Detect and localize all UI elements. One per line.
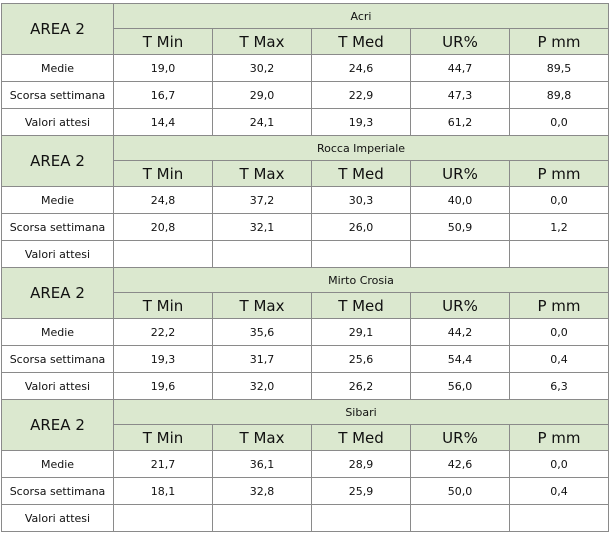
column-header: P mm bbox=[510, 425, 609, 451]
column-header: T Min bbox=[114, 293, 213, 319]
section-header-row bbox=[2, 268, 609, 293]
column-header: UR% bbox=[411, 29, 510, 55]
table-cell: 32,0 bbox=[213, 373, 312, 400]
table-cell: 24,6 bbox=[312, 55, 411, 82]
table-cell: 35,6 bbox=[213, 319, 312, 346]
table-row bbox=[2, 478, 609, 505]
table-cell: 61,2 bbox=[411, 109, 510, 136]
location-title: Sibari bbox=[114, 400, 609, 425]
column-header: P mm bbox=[510, 161, 609, 187]
table-cell: 18,1 bbox=[114, 478, 213, 505]
table-cell: 50,0 bbox=[411, 478, 510, 505]
column-header: UR% bbox=[411, 293, 510, 319]
column-header: T Max bbox=[213, 29, 312, 55]
table-cell: 0,0 bbox=[510, 319, 609, 346]
table-cell: 30,2 bbox=[213, 55, 312, 82]
table-cell: 24,8 bbox=[114, 187, 213, 214]
table-cell: 0,4 bbox=[510, 346, 609, 373]
column-header: T Med bbox=[312, 293, 411, 319]
table-cell bbox=[213, 241, 312, 268]
table-row bbox=[2, 55, 609, 82]
location-title: Rocca Imperiale bbox=[114, 136, 609, 161]
area-label: AREA 2 bbox=[2, 4, 114, 55]
table-cell: 28,9 bbox=[312, 451, 411, 478]
table-cell: 30,3 bbox=[312, 187, 411, 214]
table-cell: 16,7 bbox=[114, 82, 213, 109]
table-cell bbox=[213, 505, 312, 532]
table-cell bbox=[510, 241, 609, 268]
table-row bbox=[2, 82, 609, 109]
row-label: Medie bbox=[2, 451, 114, 478]
table-cell: 22,9 bbox=[312, 82, 411, 109]
table-cell: 19,3 bbox=[114, 346, 213, 373]
column-header: T Min bbox=[114, 29, 213, 55]
table-cell: 24,1 bbox=[213, 109, 312, 136]
table-cell bbox=[411, 505, 510, 532]
table-cell: 32,8 bbox=[213, 478, 312, 505]
row-label: Scorsa settimana bbox=[2, 346, 114, 373]
area-label: AREA 2 bbox=[2, 268, 114, 319]
table-cell bbox=[312, 241, 411, 268]
table-cell: 40,0 bbox=[411, 187, 510, 214]
table-cell: 29,1 bbox=[312, 319, 411, 346]
table-cell: 89,5 bbox=[510, 55, 609, 82]
column-header: P mm bbox=[510, 293, 609, 319]
column-header: UR% bbox=[411, 161, 510, 187]
table-cell: 22,2 bbox=[114, 319, 213, 346]
row-label: Scorsa settimana bbox=[2, 214, 114, 241]
section-header-row bbox=[2, 400, 609, 425]
table-cell: 26,2 bbox=[312, 373, 411, 400]
row-label: Valori attesi bbox=[2, 109, 114, 136]
table-cell: 25,9 bbox=[312, 478, 411, 505]
table-row bbox=[2, 187, 609, 214]
table-cell: 54,4 bbox=[411, 346, 510, 373]
column-header: UR% bbox=[411, 425, 510, 451]
table-cell: 14,4 bbox=[114, 109, 213, 136]
column-header: P mm bbox=[510, 29, 609, 55]
table-row bbox=[2, 505, 609, 532]
weather-table bbox=[1, 3, 609, 532]
table-cell: 25,6 bbox=[312, 346, 411, 373]
weather-table-body bbox=[2, 4, 609, 532]
table-cell: 44,7 bbox=[411, 55, 510, 82]
column-header: T Med bbox=[312, 29, 411, 55]
table-cell: 6,3 bbox=[510, 373, 609, 400]
table-cell: 0,4 bbox=[510, 478, 609, 505]
table-row bbox=[2, 346, 609, 373]
table-cell: 47,3 bbox=[411, 82, 510, 109]
table-cell: 21,7 bbox=[114, 451, 213, 478]
column-header: T Med bbox=[312, 425, 411, 451]
table-cell: 29,0 bbox=[213, 82, 312, 109]
table-cell: 32,1 bbox=[213, 214, 312, 241]
table-cell: 31,7 bbox=[213, 346, 312, 373]
column-header: T Min bbox=[114, 425, 213, 451]
table-cell: 1,2 bbox=[510, 214, 609, 241]
table-cell: 44,2 bbox=[411, 319, 510, 346]
table-cell bbox=[411, 241, 510, 268]
column-header: T Max bbox=[213, 425, 312, 451]
column-header: T Max bbox=[213, 293, 312, 319]
table-cell: 19,3 bbox=[312, 109, 411, 136]
table-cell: 19,6 bbox=[114, 373, 213, 400]
table-cell: 0,0 bbox=[510, 451, 609, 478]
section-header-row bbox=[2, 4, 609, 29]
table-cell: 19,0 bbox=[114, 55, 213, 82]
table-cell: 20,8 bbox=[114, 214, 213, 241]
table-cell bbox=[510, 505, 609, 532]
row-label: Scorsa settimana bbox=[2, 478, 114, 505]
table-cell: 36,1 bbox=[213, 451, 312, 478]
column-header: T Med bbox=[312, 161, 411, 187]
row-label: Scorsa settimana bbox=[2, 82, 114, 109]
table-row bbox=[2, 373, 609, 400]
area-label: AREA 2 bbox=[2, 400, 114, 451]
location-title: Mirto Crosia bbox=[114, 268, 609, 293]
row-label: Medie bbox=[2, 55, 114, 82]
table-cell: 37,2 bbox=[213, 187, 312, 214]
table-cell: 0,0 bbox=[510, 187, 609, 214]
table-cell: 0,0 bbox=[510, 109, 609, 136]
column-header: T Max bbox=[213, 161, 312, 187]
table-cell: 56,0 bbox=[411, 373, 510, 400]
table-cell: 89,8 bbox=[510, 82, 609, 109]
table-cell bbox=[312, 505, 411, 532]
table-cell bbox=[114, 505, 213, 532]
location-title: Acri bbox=[114, 4, 609, 29]
area-label: AREA 2 bbox=[2, 136, 114, 187]
table-row bbox=[2, 241, 609, 268]
table-cell: 42,6 bbox=[411, 451, 510, 478]
table-row bbox=[2, 319, 609, 346]
table-cell: 26,0 bbox=[312, 214, 411, 241]
table-row bbox=[2, 109, 609, 136]
column-header: T Min bbox=[114, 161, 213, 187]
section-header-row bbox=[2, 136, 609, 161]
table-row bbox=[2, 451, 609, 478]
row-label: Valori attesi bbox=[2, 505, 114, 532]
row-label: Medie bbox=[2, 187, 114, 214]
table-cell: 50,9 bbox=[411, 214, 510, 241]
row-label: Medie bbox=[2, 319, 114, 346]
table-cell bbox=[114, 241, 213, 268]
row-label: Valori attesi bbox=[2, 241, 114, 268]
table-row bbox=[2, 214, 609, 241]
row-label: Valori attesi bbox=[2, 373, 114, 400]
